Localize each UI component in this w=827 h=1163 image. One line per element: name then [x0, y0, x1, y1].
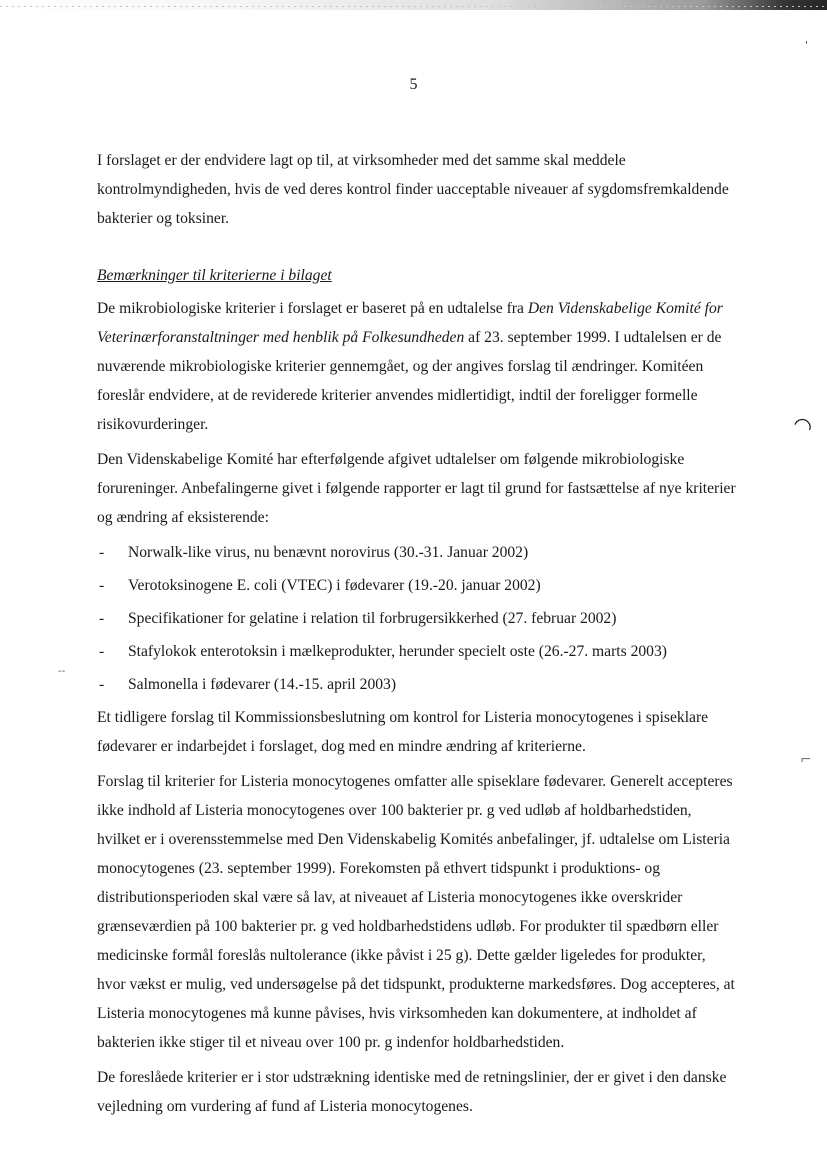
document-body [97, 146, 737, 1127]
paragraph-basis [97, 294, 737, 439]
paragraph-basis-post: af 23. september 1999. I udtalelsen er de nuværende mikrobiologiske kriterier gennemgået, og der angives forslag til ændringer. Komitéen foreslår endvidere, at de reviderede kriterier anvendes midlertidigt, indtil der foreligger formelle risikovurderinger. [97, 329, 722, 433]
committee-name: Den Videnskabelige Komité for Veterinærforanstaltninger med henblik på Folkesundheden [97, 300, 723, 346]
paragraph-intro: I forslaget er der endvidere lagt op til, at virksomheder med det samme skal meddele kontrolmyndigheden, hvis de ved deres kontrol finder uacceptable niveauer af sygdomsfremkaldende bakterier og toksiner. [97, 152, 729, 227]
page-number: 5 [409, 76, 418, 93]
margin-scribble-mark: ⌐ [800, 752, 812, 768]
paragraph-listeria-criteria: Forslag til kriterier for Listeria monocytogenes omfatter alle spiseklare fødevarer. Generelt accepteres ikke indhold af Listeria monocytogenes over 100 bakterier pr. g ved udløb af holdbarhedstiden, hvilket er i overensstemmelse med Den Videnskabelig Komités anbefalinger, jf. udtalelse om Listeria monocytogenes (23. september 1999). Forekomsten på ethvert tidspunkt i produktions- og distributionsperioden skal være så lav, at niveauet af Listeria monocytogenes ikke overskrider grænseværdien på 100 bakterier pr. g ved holdbarhedstidens udløb. For produkter til spædbørn eller medicinske formål foreslås nultolerance (ikke påvist i 25 g). Dette gælder ligeledes for produkter, hvor vækst er mulig, ved undersøgelse på det tidspunkt, produkterne markedsføres. Dog accepteres, at Listeria monocytogenes må kunne påvises, hvis virksomheden kan dokumentere, at indholdet af bakterien ikke stiger til et niveau over 100 pr. g indenfor holdbarhedstiden. [97, 773, 735, 1051]
list-item: - Norwalk-like virus, nu benævnt norovirus (30.-31. Januar 2002) [97, 538, 737, 567]
paragraph-listeria-previous: Et tidligere forslag til Kommissionsbeslutning om kontrol for Listeria monocytogenes i spiseklare fødevarer er indarbejdet i forslaget, dog med en mindre ændring af kriterierne. [97, 709, 709, 755]
margin-dash-mark: -- [58, 666, 66, 677]
scan-speck-mark: ' [805, 40, 808, 51]
paragraph-opinions: Den Videnskabelige Komité har efterfølgende afgivet udtalelser om følgende mikrobiologiske forureninger. Anbefalingerne givet i følgende rapporter er lagt til grund for fastsættelse af nye kriterier og ændring af eksisterende: [97, 451, 736, 526]
paragraph-guidelines: De foreslåede kriterier er i stor udstrækning identiske med de retningslinier, der er givet i den danske vejledning om vurdering af fund af Listeria monocytogenes. [97, 1069, 727, 1115]
list-item: - Stafylokok enterotoksin i mælkeprodukter, herunder specielt oste (26.-27. marts 2003) [97, 637, 737, 666]
section-heading: Bemærkninger til kriterierne i bilaget [97, 267, 332, 284]
list-item: - Verotoksinogene E. coli (VTEC) i fødevarer (19.-20. januar 2002) [97, 571, 737, 600]
list-item: - Salmonella i fødevarer (14.-15. april 2003) [97, 670, 737, 699]
report-list [97, 538, 737, 699]
scan-edge-shadow [0, 0, 827, 10]
paragraph-basis-pre: De mikrobiologiske kriterier i forslaget er baseret på en udtalelse fra [97, 300, 528, 317]
hole-punch-mark: ◠ [789, 411, 816, 442]
list-item: - Specifikationer for gelatine i relation til forbrugersikkerhed (27. februar 2002) [97, 604, 737, 633]
